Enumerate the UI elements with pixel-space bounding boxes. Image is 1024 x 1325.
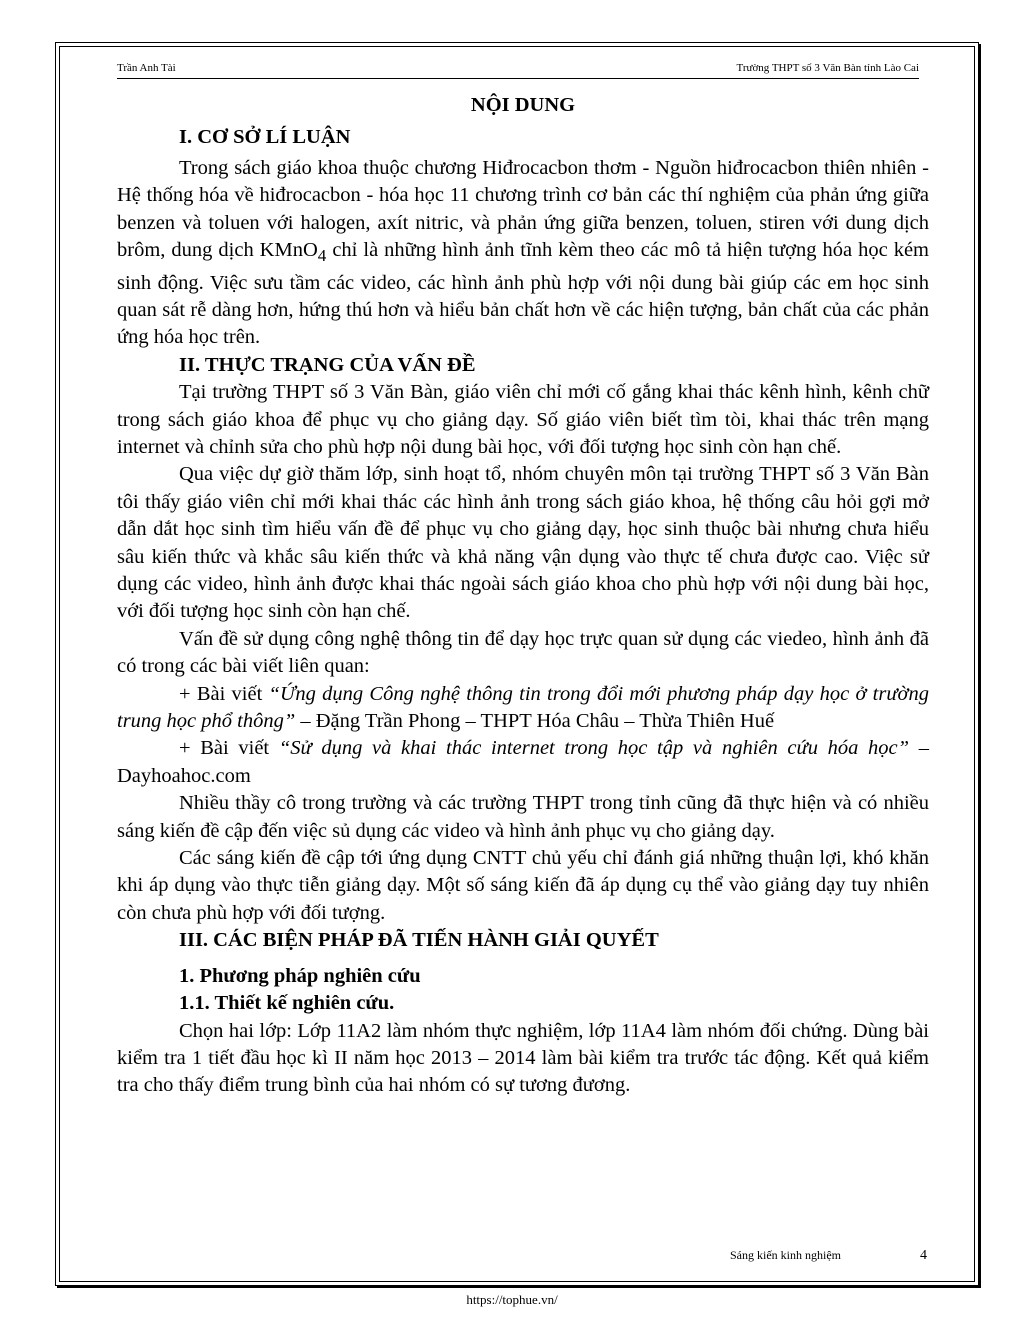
section-1-heading: I. CƠ SỞ LÍ LUẬN — [179, 126, 351, 149]
source-url[interactable]: https://tophue.vn/ — [466, 1292, 558, 1307]
reference-1: + Bài viết “Ứng dụng Công nghệ thông tin trong đổi mới phương pháp dạy học ở trường trung học phổ thông” – Đặng Trần Phong – THPT Hóa Châu – Thừa Thiên Huế — [117, 682, 929, 733]
section-1-paragraph: Trong sách giáo khoa thuộc chương Hiđrocacbon thơm - Nguồn hiđrocacbon thiên nhiên - Hệ thống hóa về hiđrocacbon - hóa học 11 chương trình cơ bản các thí nghiệm của phản ứng giữa benzen và toluen với halogen, axít nitric, và phản ứng giữa benzen, toluen, stiren với dung dịch brôm, dung dịch KMnO$_4$ chỉ là những hình ảnh tĩnh kèm theo các mô tả hiện tượng hóa học kém sinh động. Việc sưu tầm các video, các hình ảnh phù hợp với nội dung bài giúp các em học sinh quan sát rễ dàng hơn, hứng thú hơn và hiểu bản chất hơn về các hiện tượng, bản chất của các phản ứng hóa học trên. — [117, 156, 929, 349]
section-2-paragraph-5: Các sáng kiến đề cập tới ứng dụng CNTT chủ yếu chỉ đánh giá những thuận lợi, khó khăn khi áp dụng vào thực tiễn giảng dạy. Một số sáng kiến đã áp dụng cụ thể vào giảng dạy tuy nhiên còn chưa phù hợp với đối tượng. — [117, 847, 929, 924]
section-2-paragraph-2: Qua việc dự giờ thăm lớp, sinh hoạt tổ, nhóm chuyên môn tại trường THPT số 3 Văn Bàn tôi thấy giáo viên chỉ mới khai thác các hình ảnh trong sách giáo khoa, hệ thống câu hỏi gợi mở dẫn dắt học sinh tìm hiểu vấn đề để phục vụ cho giảng dạy, học sinh thuộc bài nhưng chưa hiểu sâu kiến thức và khắc sâu kiến thức và khả năng vận dụng vào thực tế chưa được cao. Việc sử dụng các video, hình ảnh được khai thác ngoài sách giáo khoa cho phù hợp với nội dung bài học, với đối tượng học sinh còn hạn chế. — [117, 463, 929, 623]
header-school: Trường THPT số 3 Văn Bàn tỉnh Lào Cai — [736, 62, 919, 74]
section-2-paragraph-3: Vấn đề sử dụng công nghệ thông tin để dạy học trực quan sử dụng các viedeo, hình ảnh đã có trong các bài viết liên quan: — [117, 627, 929, 678]
footer-label: Sáng kiến kinh nghiệm — [730, 1248, 841, 1262]
document-body — [117, 92, 929, 1100]
header-author: Trần Anh Tài — [117, 62, 176, 74]
reference-2: + Bài viết “Sử dụng và khai thác internet trong học tập và nghiên cứu hóa học” – Dayhoahoc.com — [117, 737, 929, 787]
page-header — [117, 60, 919, 79]
page-footer — [730, 1248, 927, 1263]
section-2-heading: II. THỰC TRẠNG CỦA VẤN ĐỀ — [179, 353, 476, 376]
subsection-1-1-heading: 1.1. Thiết kế nghiên cứu. — [179, 992, 395, 1015]
section-2-paragraph-4: Nhiều thầy cô trong trường và các trường THPT trong tỉnh cũng đã thực hiện và có nhiều sáng kiến đề cập đến việc sủ dụng các video và hình ảnh phục vụ cho giảng dạy. — [117, 792, 929, 842]
document-title: NỘI DUNG — [470, 94, 576, 116]
subscript: 4 — [317, 246, 327, 266]
section-3-paragraph: Chọn hai lớp: Lớp 11A2 làm nhóm thực nghiệm, lớp 11A4 làm nhóm đối chứng. Dùng bài kiểm tra 1 tiết đầu học kì II năm học 2013 – 2014 làm bài kiểm tra trước tác động. Kết quả kiểm tra cho thấy điểm trung bình của hai nhóm có sự tương đương. — [117, 1019, 929, 1097]
section-3-heading: III. CÁC BIỆN PHÁP ĐÃ TIẾN HÀNH GIẢI QUYẾT — [179, 929, 659, 952]
page-number: 4 — [920, 1248, 927, 1263]
section-2-paragraph-1: Tại trường THPT số 3 Văn Bàn, giáo viên chỉ mới cố gắng khai thác kênh hình, kênh chữ trong sách giáo khoa để phục vụ cho giảng dạy. Số giáo viên biết tìm tòi, khai thác trên mạng internet và chỉnh sửa cho phù hợp nội dung bài học, với đối tượng học sinh còn hạn chế. — [117, 381, 929, 458]
subsection-1-heading: 1. Phương pháp nghiên cứu — [179, 964, 421, 987]
